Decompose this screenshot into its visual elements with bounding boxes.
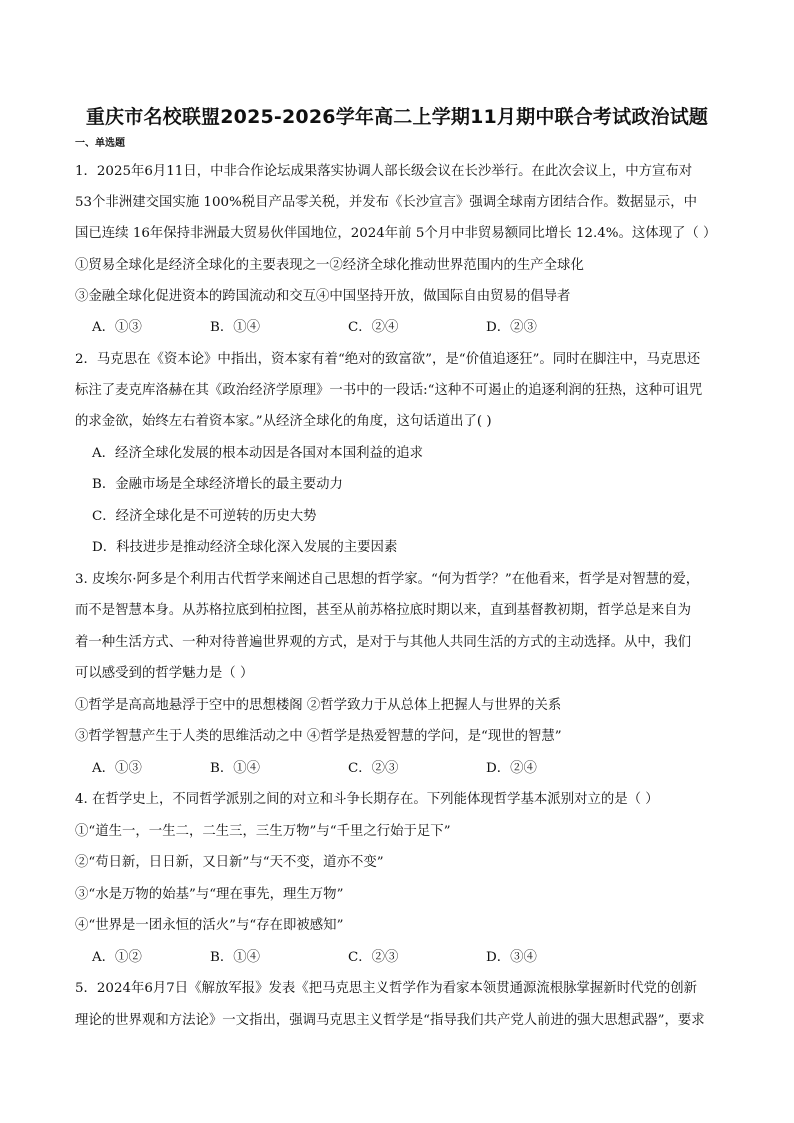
- question-2-option-a: A．经济全球化发展的根本动因是各国对本国利益的追求: [92, 446, 424, 461]
- answer-option-d: D．②③: [486, 320, 537, 335]
- question-2-line-3: 的求金欲，始终左右着资本家。”从经济全球化的角度，这句话道出了( ): [75, 414, 492, 429]
- question-1-statement-1: ①贸易全球化是经济全球化的主要表现之一②经济全球化推动世界范围内的生产全球化: [75, 258, 584, 273]
- answer-option-d: D．②④: [486, 761, 537, 776]
- question-1-line-2: 53个非洲建交国实施 100%税目产品零关税，并发布《长沙宣言》强调全球南方团结合作。数据显示，中: [75, 195, 697, 210]
- question-2-option-b: B．金融市场是全球经济增长的最主要动力: [92, 477, 343, 492]
- question-3-line-3: 着一种生活方式、一种对待普遍世界观的方式，是对于与其他人共同生活的方式的主动选择。从中，我们: [75, 635, 691, 650]
- question-1-statement-2: ③金融全球化促进资本的跨国流动和交互④中国坚持开放，做国际自由贸易的倡导者: [75, 289, 571, 304]
- answer-option-b: B．①④: [210, 320, 261, 335]
- question-2-option-c: C．经济全球化是不可逆转的历史大势: [92, 509, 317, 524]
- answer-option-a: A．①③: [92, 761, 142, 776]
- question-3-statement-1: ①哲学是高高地悬浮于空中的思想楼阁 ②哲学致力于从总体上把握人与世界的关系: [75, 698, 562, 713]
- section-heading: 一、单选题: [75, 138, 125, 149]
- answer-option-b: B．①④: [210, 950, 261, 965]
- question-4-statement-2: ②“苟日新，日日新，又日新”与“天不变，道亦不变”: [75, 855, 384, 870]
- question-5-line-1: 5．2024年6月7日《解放军报》发表《把马克思主义哲学作为看家本领贯通源流根脉掌握新时代党的创新: [75, 981, 698, 996]
- question-4-line-1: 4. 在哲学史上，不同哲学派别之间的对立和斗争长期存在。下列能体现哲学基本派别对立的是（ ）: [75, 792, 659, 807]
- question-3-statement-2: ③哲学智慧产生于人类的思维活动之中 ④哲学是热爱智慧的学问，是“现世的智慧”: [75, 729, 562, 744]
- question-4-statement-4: ④“世界是一团永恒的活火”与“存在即被感知”: [75, 918, 344, 933]
- question-2-option-d: D．科技进步是推动经济全球化深入发展的主要因素: [92, 540, 398, 555]
- question-3-line-1: 3. 皮埃尔·阿多是个利用古代哲学来阐述自己思想的哲学家。“何为哲学？”在他看来，哲学是对智慧的爱，: [75, 572, 700, 587]
- answer-option-a: A．①③: [92, 320, 142, 335]
- question-3-line-2: 而不是智慧本身。从苏格拉底到柏拉图，甚至从前苏格拉底时期以来，直到基督教初期，哲学总是来自为: [75, 603, 691, 618]
- question-2-line-2: 标注了麦克库洛赫在其《政治经济学原理》一书中的一段话:“这种不可遏止的追逐利润的狂热，这种可诅咒: [75, 383, 703, 398]
- question-4-statement-1: ①“道生一，一生二，二生三，三生万物”与“千里之行始于足下”: [75, 824, 451, 839]
- answer-option-d: D．③④: [486, 950, 537, 965]
- answer-option-c: C．②③: [348, 761, 399, 776]
- question-3-line-4: 可以感受到的哲学魅力是（ ）: [75, 666, 254, 681]
- answer-option-c: C．②③: [348, 950, 399, 965]
- question-4-statement-3: ③“水是万物的始基”与“理在事先，理生万物”: [75, 887, 344, 902]
- question-5-line-2: 理论的世界观和方法论》一文指出，强调马克思主义哲学是“指导我们共产党人前进的强大思想武器”，要求: [75, 1013, 705, 1028]
- question-1-line-3: 国已连续 16年保持非洲最大贸易伙伴国地位，2024年前 5个月中非贸易额同比增长 12.4%。这体现了（ ）: [75, 226, 717, 241]
- answer-option-a: A．①②: [92, 950, 142, 965]
- question-2-line-1: 2．马克思在《资本论》中指出，资本家有着“绝对的致富欲”，是“价值追逐狂”。同时在脚注中，马克思还: [75, 352, 701, 367]
- answer-option-c: C．②④: [348, 320, 399, 335]
- answer-option-b: B．①④: [210, 761, 261, 776]
- page-title: 重庆市名校联盟2025-2026学年高二上学期11月期中联合考试政治试题: [85, 106, 709, 128]
- question-1-line-1: 1．2025年6月11日，中非合作论坛成果落实协调人部长级会议在长沙举行。在此次会议上，中方宣布对: [75, 164, 693, 179]
